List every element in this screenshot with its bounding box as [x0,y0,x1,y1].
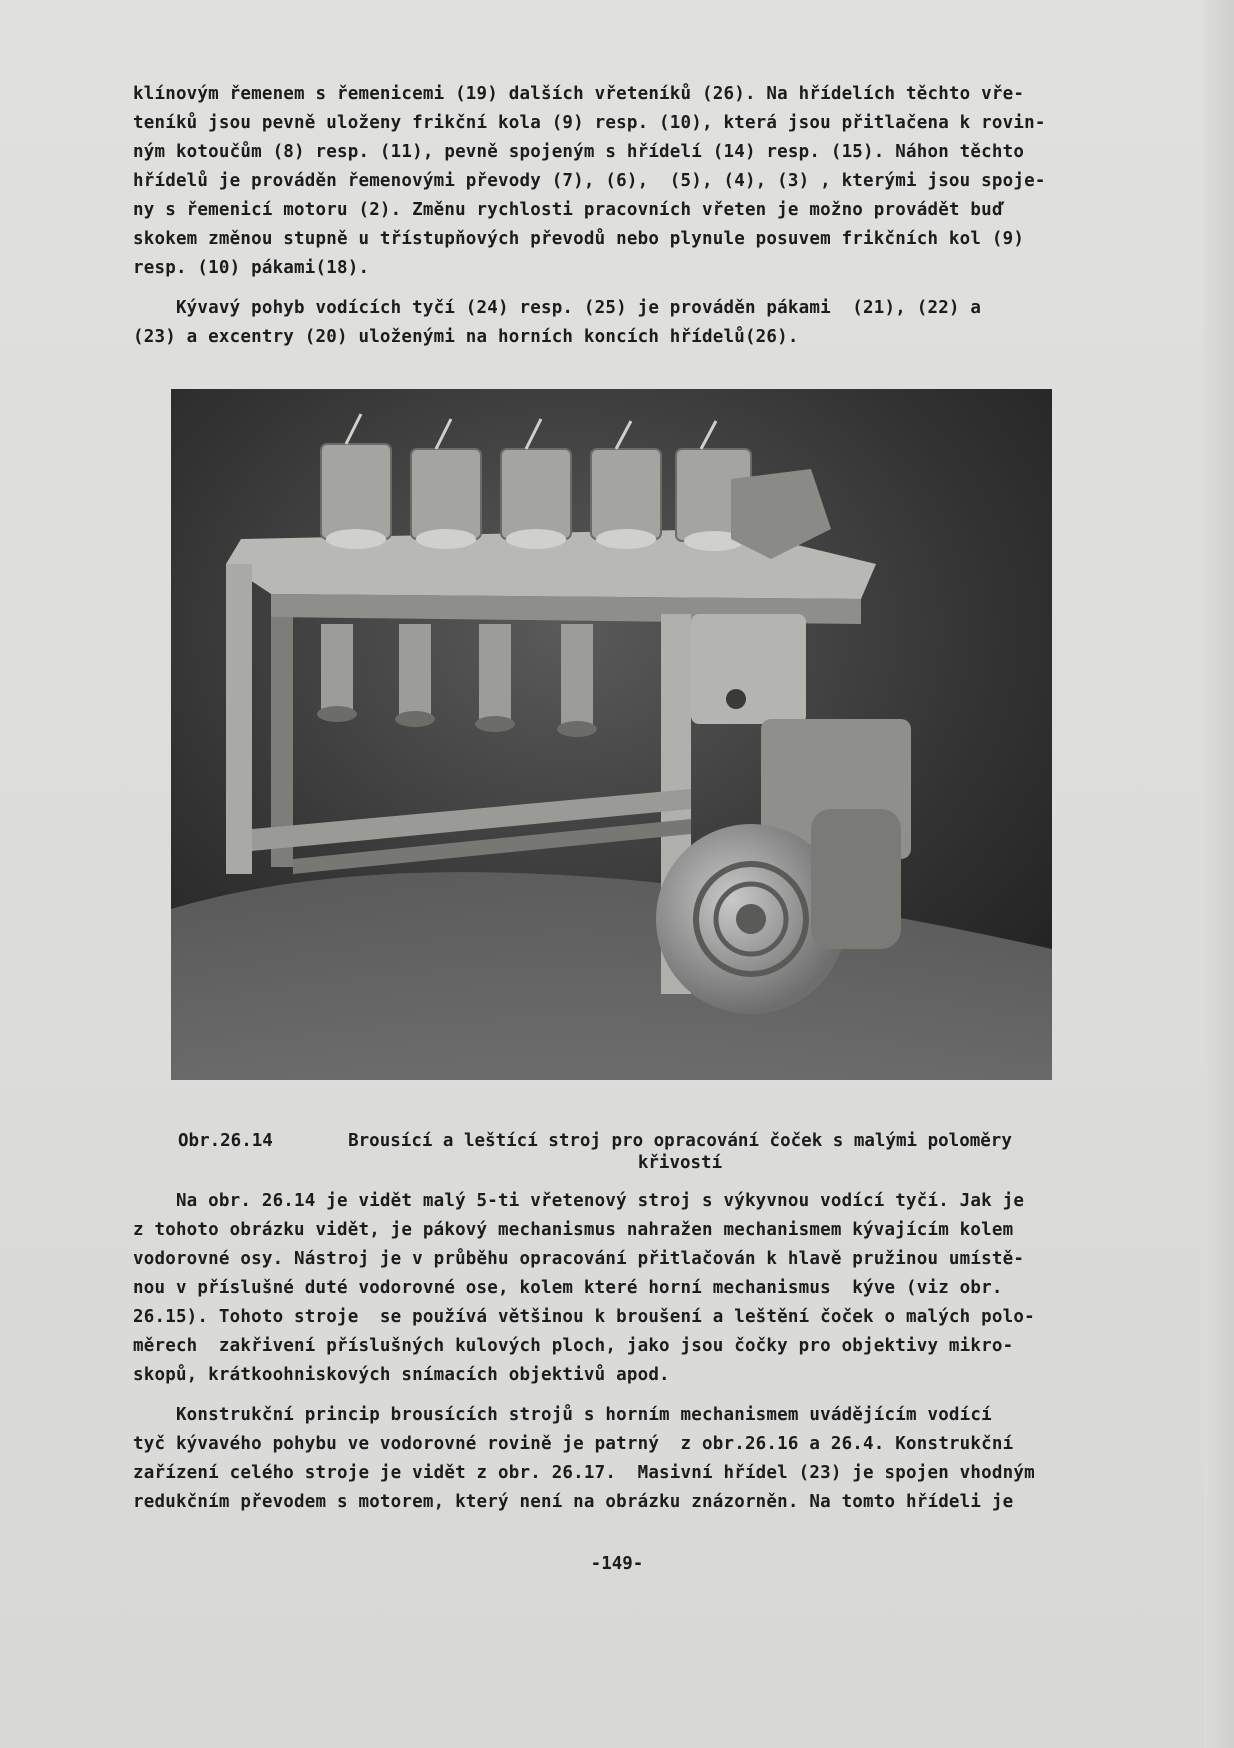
paragraph-2: Kývavý pohyb vodících tyčí (24) resp. (25) je prováděn pákami (21), (22) a (23) a excentry (20) uloženými na horních koncích hřídelů(26). [133,298,982,347]
paragraph-3: Na obr. 26.14 je vidět malý 5-ti vřetenový stroj s výkyvnou vodící tyčí. Jak je z tohoto obrázku vidět, je pákový mechanismus nahražen mechanismem kývajícím kolem vodorovné osy. Nástroj je v průběhu opracování přitlačován k hlavě pružinou umístě- nou v příslušné duté vodorovné ose, kolem které horní mechanismus kýve (viz obr. 26.15). Tohoto stroje se používá většinou k broušení a leštění čoček o malých polo- měrech zakřivení příslušných kulových ploch, jako jsou čočky pro objektivy mikro- skopů, krátkoohniskových snímacích objektivů apod. [133,1191,1035,1385]
machine-photo [171,389,1052,1080]
figure-caption-text: Brousící a leštící stroj pro opracování čoček s malými poloměry křivostí [348,1131,1012,1173]
paragraph-4: Konstrukční princip brousících strojů s horním mechanismem uvádějícím vodící tyč kývavého pohybu ve vodorovné rovině je patrný z obr.26.16 a 26.4. Konstrukční zařízení celého stroje je vidět z obr. 26.17. Masivní hřídel (23) je spojen vhodným redukčním převodem s motorem, který není na obrázku znázorněn. Na tomto hřídeli je [133,1405,1035,1512]
page-number: -149- [590,1554,644,1574]
paragraph-1: klínovým řemenem s řemenicemi (19) dalších vřeteníků (26). Na hřídelích těchto vře- teníků jsou pevně uloženy frikční kola (9) resp. (10), která jsou přitlačena k rovin- ným kotoučům (8) resp. (11), pevně spojeným s hřídelí (14) resp. (15). Náhon těchto hřídelů je prováděn řemenovými převody (7), (6), (5), (4), (3) , kterými jsou spoje- ny s řemenicí motoru (2). Změnu rychlosti pracovních vřeten je možno provádět buď skokem změnou stupně u třístupňových převodů nebo plynule posuvem frikčních kol (9) resp. (10) pákami(18). [133,84,1046,278]
page-edge [1204,0,1234,1748]
figure-number: Obr.26.14 [178,1131,273,1151]
